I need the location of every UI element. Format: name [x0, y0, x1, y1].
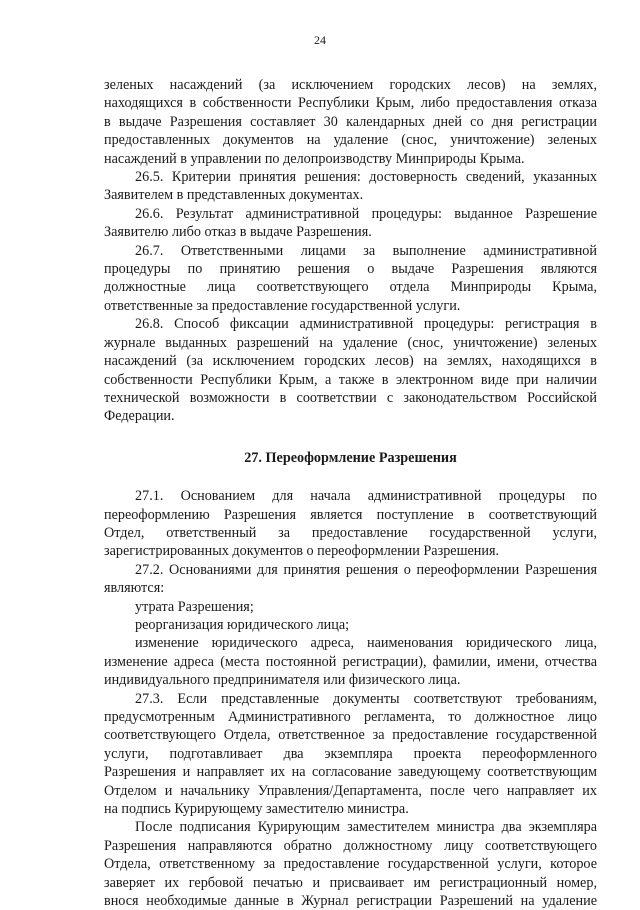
- text-line: 26.6. Результат административной процедуры: выданное Разрешение: [135, 205, 597, 222]
- paragraph-26-6: [104, 205, 597, 242]
- text-line: 26.7. Ответственными лицами за выполнение административной: [135, 242, 597, 259]
- text-line: на подпись Курирующему заместителю министра.: [104, 801, 409, 818]
- text-line: насаждений (за исключением городских лесов) на землях, находящихся в: [104, 353, 597, 370]
- text-line: находящихся в собственности Республики Крым, либо предоставления отказа: [104, 95, 597, 112]
- text-line: услуги, подготавливает два экземпляра проекта переоформленного: [104, 745, 597, 762]
- text-line: 27.3. Если представленные документы соответствуют требованиям,: [135, 690, 597, 707]
- text-line: реорганизация юридического лица;: [135, 616, 350, 633]
- text-line: процедуры по принятию решения о выдаче Разрешения являются: [104, 261, 597, 278]
- text-line: Разрешения и направляет их на согласование заведующему соответствующим: [104, 764, 597, 781]
- text-line: соответствующего Отдела, ответственное за предоставление государственной: [104, 727, 597, 744]
- paragraph-26-4-continued: [104, 76, 597, 168]
- paragraph-27-3: [104, 690, 597, 819]
- text-line: изменение адреса (места постоянной регистрации), фамилии, имени, отчества: [104, 653, 597, 670]
- text-line: Отдел, ответственный за предоставление государственной услуги,: [104, 524, 597, 541]
- text-line: Отделом и начальнику Управления/Департамента, после чего направляет их: [104, 782, 597, 799]
- text-line: Заявителем в представленных документах.: [104, 187, 364, 204]
- page-number: 24: [314, 33, 326, 47]
- text-line: насаждений в управлении по делопроизводству Минприроды Крыма.: [104, 150, 525, 167]
- section-heading-27: 27. Переоформление Разрешения: [244, 449, 457, 466]
- text-line: журнале выданных разрешений на удаление (снос, уничтожение) зеленых: [104, 334, 597, 351]
- text-line: 27.1. Основанием для начала административной процедуры по: [135, 488, 597, 505]
- text-line: должностные лица соответствующего отдела Минприроды Крыма,: [104, 279, 597, 296]
- text-line: внося необходимые данные в Журнал регистрации Разрешений на удаление: [104, 893, 597, 910]
- text-line: предусмотренным Административного регламента, то должностное лицо: [104, 709, 597, 725]
- paragraph-27-2: [104, 561, 597, 598]
- text-line: собственности Республики Крым, а также в электронном виде при наличии: [104, 371, 597, 388]
- paragraph-26-7: [104, 242, 597, 316]
- paragraph-26-8: [104, 315, 597, 425]
- list-item-loss: [104, 598, 597, 616]
- text-line: Заявителю либо отказ в выдаче Разрешения.: [104, 224, 372, 241]
- text-line: технической возможности в соответствии с законодательством Российской: [104, 389, 597, 406]
- text-line: После подписания Курирующим заместителем министра два экземпляра: [135, 819, 597, 836]
- paragraph-27-1: [104, 487, 597, 561]
- text-line: 27.2. Основаниями для принятия решения о переоформлении Разрешения: [135, 561, 597, 578]
- text-line: являются:: [104, 580, 165, 597]
- list-item-reorganization: [104, 616, 597, 634]
- text-line: 26.8. Способ фиксации административной процедуры: регистрация в: [135, 316, 597, 333]
- text-line: утрата Разрешения;: [135, 598, 254, 615]
- text-line: предоставленных документов на удаление (снос, уничтожение) зеленых: [104, 132, 597, 149]
- text-line: переоформлению Разрешения является поступление в соответствующий: [104, 506, 597, 523]
- text-line: индивидуального предпринимателя или физического лица.: [104, 672, 461, 689]
- text-line: в выдаче Разрешения составляет 30 календарных дней со дня регистрации: [104, 113, 597, 130]
- text-line: изменение юридического адреса, наименования юридического лица,: [135, 635, 597, 652]
- text-line: зеленых насаждений (за исключением городских лесов) на землях,: [104, 77, 597, 93]
- paragraph-26-5: [104, 168, 597, 205]
- text-line: ответственные за предоставление государственной услуги.: [104, 297, 461, 314]
- text-line: Отдела, ответственному за предоставление государственной услуги, которое: [104, 856, 597, 873]
- document-body: [104, 76, 597, 910]
- text-line: зарегистрированных документов о переоформлении Разрешения.: [104, 543, 500, 560]
- text-line: Федерации.: [104, 408, 175, 425]
- text-line: 26.5. Критерии принятия решения: достоверность сведений, указанных: [135, 169, 597, 186]
- paragraph-after-signing: [104, 818, 597, 910]
- list-item-changes: [104, 634, 597, 689]
- text-line: Разрешения направляются обратно должностному лицу соответствующего: [104, 837, 597, 854]
- text-line: заверяет их гербовой печатью и присваивает им регистрационный номер,: [104, 874, 597, 891]
